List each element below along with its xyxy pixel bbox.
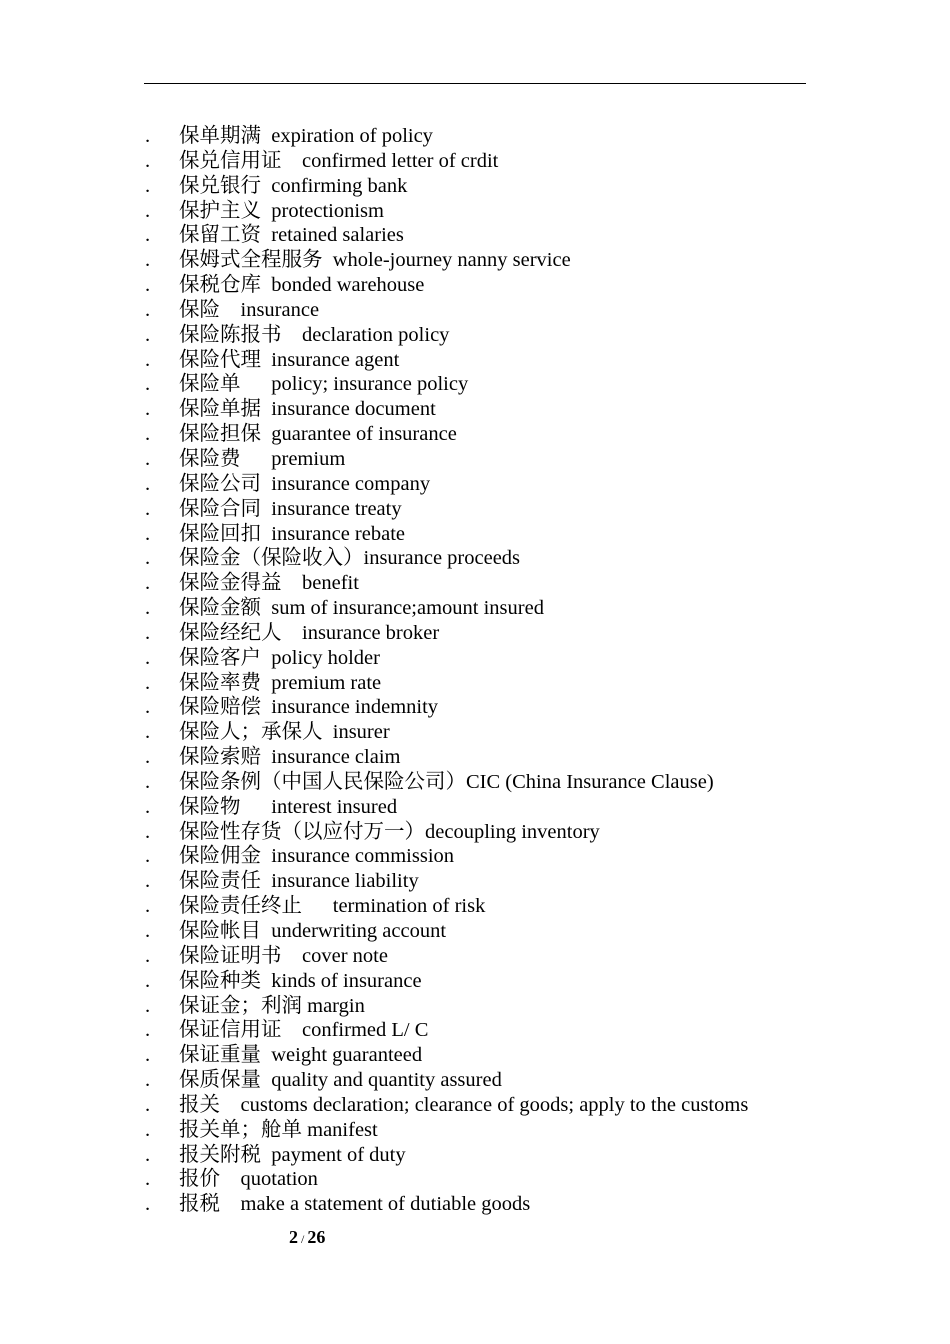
list-bullet: . [145,224,151,247]
glossary-term: 保险单 policy; insurance policy [179,373,469,396]
glossary-term: 保险担保 guarantee of insurance [179,423,457,446]
list-bullet: . [145,547,151,570]
list-item [145,1068,845,1093]
glossary-list [145,124,845,1217]
list-bullet: . [145,944,151,967]
list-bullet: . [145,149,151,172]
glossary-term: 保险责任 insurance liability [179,870,419,893]
list-bullet: . [145,820,151,843]
list-item [145,745,845,770]
glossary-term: 保兑银行 confirming bank [179,174,408,197]
list-item [145,397,845,422]
glossary-term: 保兑信用证 confirmed letter of crdit [179,149,499,172]
list-bullet: . [145,423,151,446]
glossary-term: 保险公司 insurance company [179,472,431,495]
list-bullet: . [145,795,151,818]
glossary-term: 保单期满 expiration of policy [179,125,433,147]
list-bullet: . [145,497,151,520]
list-item [145,1192,845,1217]
glossary-term: 保险费 premium [179,447,346,470]
list-item [145,124,845,149]
list-item [145,969,845,994]
list-bullet: . [145,298,151,321]
list-item [145,720,845,745]
list-item [145,1143,845,1168]
list-item [145,1043,845,1068]
glossary-term: 保留工资 retained salaries [179,224,404,247]
list-bullet: . [145,969,151,992]
list-item [145,621,845,646]
list-item [145,944,845,969]
glossary-term: 保税仓库 bonded warehouse [179,274,425,297]
glossary-term: 保险陈报书 declaration policy [179,323,450,346]
list-item [145,1093,845,1118]
list-item [145,571,845,596]
list-bullet: . [145,572,151,595]
glossary-term: 保险率费 premium rate [179,671,382,694]
list-bullet: . [145,1044,151,1067]
list-bullet: . [145,125,151,147]
list-bullet: . [145,1019,151,1042]
list-item [145,869,845,894]
list-bullet: . [145,174,151,197]
glossary-term: 保险经纪人 insurance broker [179,621,440,644]
list-item [145,1018,845,1043]
glossary-term: 保险回扣 insurance rebate [179,522,405,545]
list-bullet: . [145,721,151,744]
list-bullet: . [145,895,151,918]
list-item [145,596,845,621]
list-item [145,174,845,199]
glossary-term: 保证金；利润 margin [179,994,365,1017]
list-item [145,994,845,1019]
list-bullet: . [145,1069,151,1092]
glossary-term: 保险索赔 insurance claim [179,746,401,769]
list-item [145,820,845,845]
glossary-term: 保险 insurance [179,298,320,321]
glossary-term: 保险金（保险收入）insurance proceeds [179,547,521,570]
list-item [145,149,845,174]
list-bullet: . [145,770,151,793]
list-item [145,199,845,224]
glossary-term: 保险代理 insurance agent [179,348,400,371]
list-item [145,844,845,869]
glossary-term: 报关单；舱单 manifest [179,1118,378,1141]
list-bullet: . [145,621,151,644]
glossary-term: 保险条例（中国人民保险公司）CIC (China Insurance Clause) [179,770,714,793]
list-bullet: . [145,1118,151,1141]
glossary-term: 保护主义 protectionism [179,199,384,222]
list-bullet: . [145,522,151,545]
list-item [145,273,845,298]
list-bullet: . [145,646,151,669]
list-item [145,422,845,447]
list-item [145,795,845,820]
list-item [145,919,845,944]
glossary-term: 保险金得益 benefit [179,572,359,595]
list-bullet: . [145,1168,151,1191]
list-bullet: . [145,472,151,495]
glossary-term: 保险客户 policy holder [179,646,380,669]
list-bullet: . [145,920,151,942]
list-bullet: . [145,870,151,893]
list-item [145,894,845,919]
list-item [145,323,845,348]
glossary-term: 保险合同 insurance treaty [179,497,402,520]
glossary-term: 保质保量 quality and quantity assured [179,1069,502,1092]
glossary-term: 保险单据 insurance document [179,398,436,421]
list-item [145,248,845,273]
list-bullet: . [145,696,151,719]
glossary-term: 报税 make a statement of dutiable goods [179,1193,531,1216]
list-item [145,472,845,497]
list-bullet: . [145,199,151,222]
glossary-term: 保险物 interest insured [179,795,398,818]
list-bullet: . [145,323,151,346]
list-bullet: . [145,845,151,868]
header-rule [144,83,806,84]
list-item [145,770,845,795]
list-bullet: . [145,398,151,421]
page-total: 26 [307,1227,326,1247]
list-item [145,671,845,696]
glossary-term: 保证信用证 confirmed L/ C [179,1019,429,1042]
glossary-term: 保证重量 weight guaranteed [179,1044,423,1067]
glossary-term: 保姆式全程服务 whole-journey nanny service [179,249,571,272]
list-item [145,298,845,323]
list-item [145,447,845,472]
page-number [289,1227,325,1248]
list-bullet: . [145,597,151,620]
glossary-term: 保险佣金 insurance commission [179,845,455,868]
list-bullet: . [145,671,151,694]
list-item [145,348,845,373]
glossary-term: 报价 quotation [179,1168,318,1191]
list-item [145,372,845,397]
list-bullet: . [145,1093,151,1116]
list-bullet: . [145,274,151,297]
glossary-term: 保险金额 sum of insurance;amount insured [179,597,544,620]
glossary-term: 保险种类 kinds of insurance [179,969,422,992]
list-item [145,223,845,248]
page-current: 2 [289,1227,298,1247]
glossary-term: 保险帐目 underwriting account [179,920,447,942]
glossary-term: 报关 customs declaration; clearance of goods; apply to the customs [179,1093,749,1116]
list-bullet: . [145,447,151,470]
list-item [145,695,845,720]
list-item [145,497,845,522]
glossary-term: 保险证明书 cover note [179,944,388,967]
list-item [145,1167,845,1192]
list-bullet: . [145,373,151,396]
glossary-term: 保险责任终止 termination of risk [179,895,486,918]
list-bullet: . [145,746,151,769]
glossary-term: 保险赔偿 insurance indemnity [179,696,439,719]
list-item [145,522,845,547]
list-bullet: . [145,1143,151,1166]
list-item [145,1118,845,1143]
list-item [145,646,845,671]
glossary-term: 报关附税 payment of duty [179,1143,406,1166]
list-bullet: . [145,1193,151,1216]
list-item [145,546,845,571]
page-separator: / [298,1232,308,1246]
list-bullet: . [145,249,151,272]
list-bullet: . [145,994,151,1017]
glossary-term: 保险性存货（以应付万一）decoupling inventory [179,820,600,843]
glossary-term: 保险人；承保人 insurer [179,721,390,744]
list-bullet: . [145,348,151,371]
